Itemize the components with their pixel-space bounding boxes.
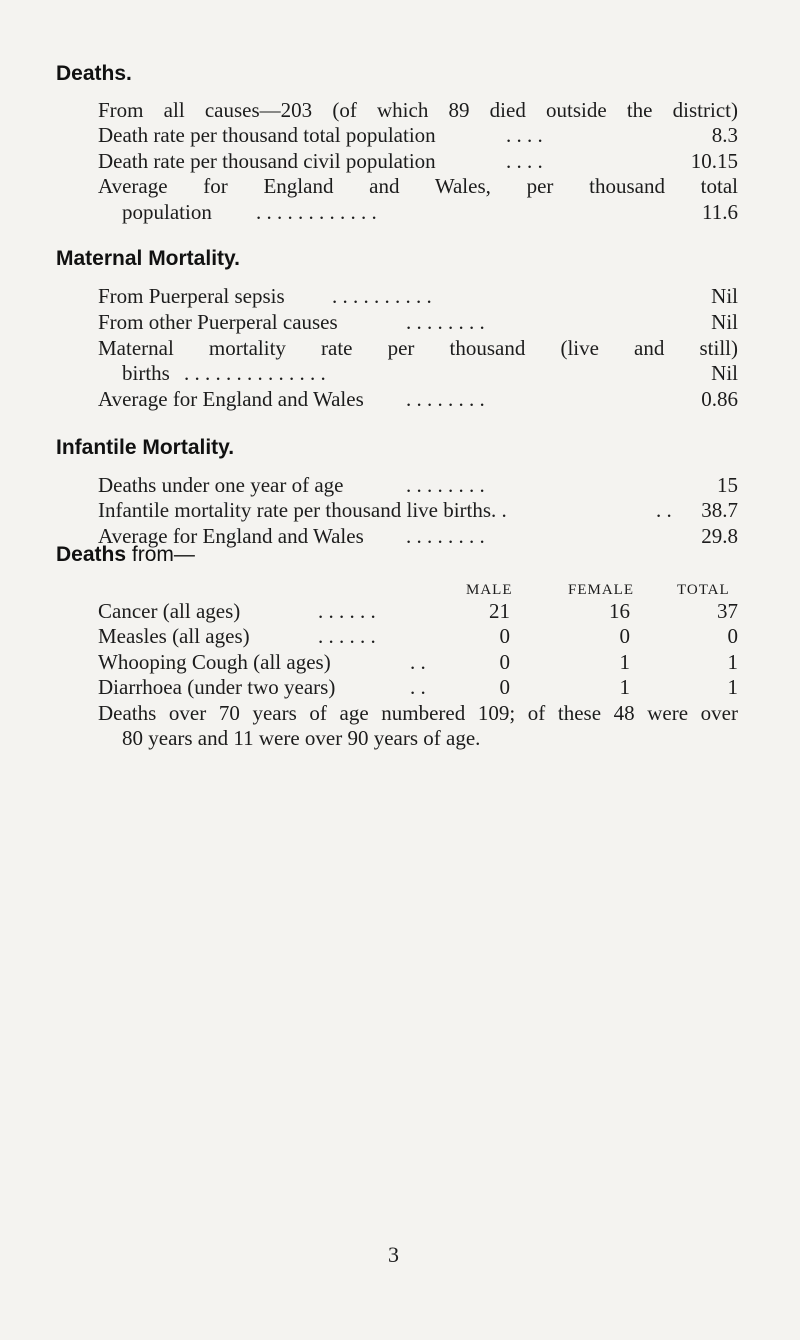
elderly-deaths-note: Deaths over 70 years of age numbered 109; of these 48 were over: [98, 701, 738, 725]
leader-dots: . .: [410, 675, 426, 699]
male-value: 21: [489, 599, 510, 623]
under-one-row: [98, 472, 738, 498]
row-value: 10.15: [690, 149, 738, 173]
row-label: Death rate per thousand civil population: [98, 149, 436, 173]
cause-row-whooping-cough: [98, 649, 738, 675]
total-value: 0: [727, 624, 738, 648]
leader-dots: . . . . . . . .: [406, 473, 485, 497]
infantile-heading: Infantile Mortality.: [56, 436, 235, 459]
row-label: Average for England and Wales: [98, 524, 364, 548]
maternal-average-row: [98, 386, 738, 412]
female-value: 1: [619, 675, 630, 699]
col-header-male: MALE: [466, 582, 513, 598]
total-value: 1: [727, 675, 738, 699]
death-rate-civil-row: [98, 148, 738, 174]
row-value: 29.8: [701, 524, 738, 548]
maternal-rate-row: Maternal mortality rate per thousand (live and still): [98, 336, 738, 360]
england-wales-average-row: Average for England and Wales, per thousand total: [98, 174, 738, 198]
elderly-deaths-note-cont: 80 years and 11 were over 90 years of age.: [122, 726, 481, 750]
causes-heading: [56, 543, 195, 567]
row-value: Nil: [711, 310, 738, 334]
infantile-rate-row: [98, 497, 738, 523]
leader-dots: . .: [656, 498, 672, 522]
row-value: 11.6: [702, 200, 738, 224]
row-value: Nil: [711, 284, 738, 308]
row-label: From Puerperal sepsis: [98, 284, 285, 308]
female-value: 1: [619, 650, 630, 674]
row-value: Nil: [711, 361, 738, 385]
causes-heading-plain: from—: [126, 543, 195, 566]
leader-dots: . . . .: [506, 123, 543, 147]
maternal-rate-cont: [122, 360, 738, 386]
female-value: 16: [609, 599, 630, 623]
leader-dots: . . . . . . . . . . . . . .: [184, 361, 326, 385]
row-value: 8.3: [711, 123, 738, 147]
all-causes-line: From all causes—203 (of which 89 died outside the district): [98, 98, 738, 122]
row-value: 38.7: [701, 498, 738, 522]
row-label: Measles (all ages): [98, 624, 250, 648]
leader-dots: . . . . . . . . . .: [332, 284, 432, 308]
death-rate-total-row: [98, 122, 738, 148]
cause-row-measles: [98, 623, 738, 649]
row-label: Diarrhoea (under two years): [98, 675, 336, 699]
row-value: 15: [717, 473, 738, 497]
maternal-heading: Maternal Mortality.: [56, 247, 240, 270]
leader-dots: . . . . . . . .: [406, 524, 485, 548]
other-puerperal-row: [98, 309, 738, 335]
leader-dots: . . . . . . . . . . . .: [256, 200, 377, 224]
leader-dots: . . . .: [506, 149, 543, 173]
row-label: Death rate per thousand total population: [98, 123, 436, 147]
row-label: Deaths under one year of age: [98, 473, 344, 497]
male-value: 0: [499, 675, 510, 699]
leader-dots: . . . . . . . .: [406, 310, 485, 334]
row-label: From other Puerperal causes: [98, 310, 338, 334]
row-label: Cancer (all ages): [98, 599, 241, 623]
england-wales-average-cont: [122, 199, 738, 225]
leader-dots: . . . . . .: [318, 624, 376, 648]
leader-dots: . .: [410, 650, 426, 674]
row-label: Whooping Cough (all ages): [98, 650, 331, 674]
cause-row-cancer: [98, 598, 738, 624]
row-label: population: [122, 200, 212, 224]
row-label: births: [122, 361, 170, 385]
row-label: Average for England and Wales: [98, 387, 364, 411]
col-header-female: FEMALE: [568, 582, 634, 598]
male-value: 0: [499, 650, 510, 674]
causes-heading-bold: Deaths: [56, 543, 127, 566]
puerperal-sepsis-row: [98, 283, 738, 309]
cause-row-diarrhoea: [98, 674, 738, 700]
total-value: 37: [717, 599, 738, 623]
row-label: Infantile mortality rate per thousand live births. .: [98, 498, 507, 522]
col-header-total: TOTAL: [677, 582, 730, 598]
male-value: 0: [499, 624, 510, 648]
row-value: 0.86: [701, 387, 738, 411]
female-value: 0: [619, 624, 630, 648]
page-number: 3: [388, 1242, 399, 1267]
leader-dots: . . . . . .: [318, 599, 376, 623]
leader-dots: . . . . . . . .: [406, 387, 485, 411]
total-value: 1: [727, 650, 738, 674]
deaths-heading: Deaths.: [56, 62, 132, 85]
